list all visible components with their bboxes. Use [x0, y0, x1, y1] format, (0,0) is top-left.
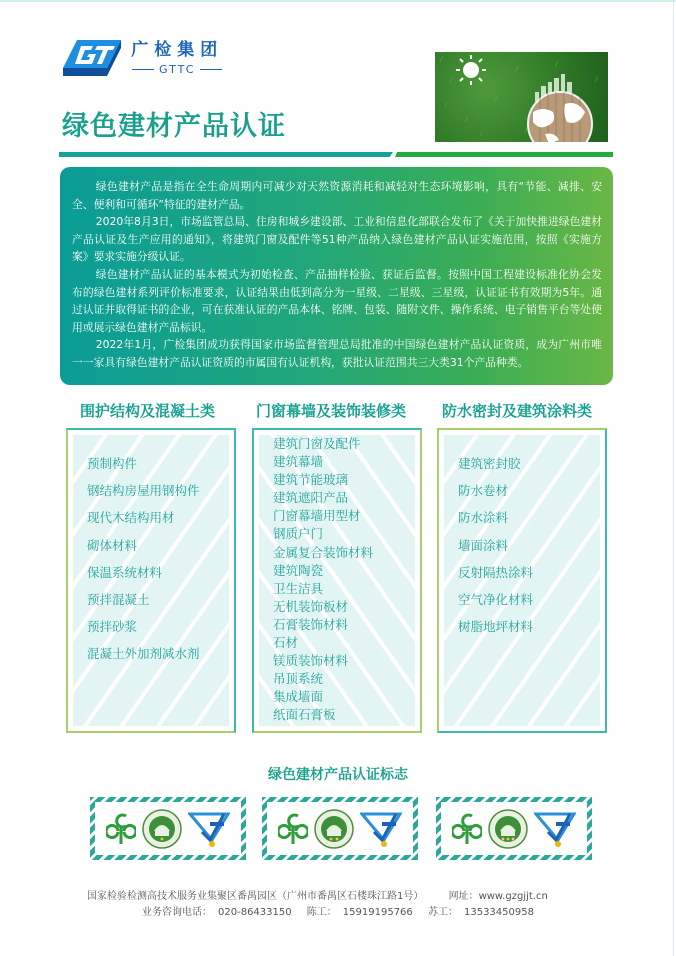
list-item: 建筑节能玻璃 — [273, 472, 349, 488]
category-box-inner — [444, 435, 600, 726]
list-item: 建筑门窗及配件 — [273, 436, 361, 451]
intro-paragraph: 2020年8月3日，市场监管总局、住房和城乡建设部、工业和信息化部联合发布了《关于加快推进绿色建材产品认证及生产应用的通知》，将建筑门窗及配件等51种产品纳入绿色建材产品认证实施范围，按照《实施方案》要求实施分级认证。 — [72, 215, 602, 264]
list-item: 建筑陶瓷 — [273, 562, 324, 578]
list-item: 防水涂料 — [458, 510, 509, 526]
list-item: 门窗幕墙用型材 — [273, 508, 361, 524]
list-item: 建筑幕墙 — [273, 454, 324, 470]
list-item: 反射隔热涂料 — [458, 564, 534, 580]
footer-contact2-group — [425, 907, 537, 918]
footer-phone: 020-86433150 — [218, 907, 292, 918]
list-item: 预拌砂浆 — [87, 619, 138, 635]
list-item: 现代木结构用材 — [87, 510, 175, 526]
certification-marks-title: 绿色建材产品认证标志 — [268, 767, 408, 783]
footer-contact1: 15919195766 — [342, 907, 413, 918]
page-title: 绿色建材产品认证 — [62, 111, 286, 142]
list-item: 建筑遮阳产品 — [273, 490, 349, 506]
green-building-material-seal-icon — [488, 809, 528, 849]
category-title-envelope-concrete: 围护结构及混凝土类 — [80, 402, 216, 420]
list-item: 保温系统材料 — [87, 564, 163, 580]
logo-name-cn: 广检集团 — [131, 39, 224, 60]
gp-logo-icon — [452, 812, 482, 846]
category-box-envelope-concrete — [66, 428, 236, 733]
page-right-edge — [673, 0, 674, 956]
intro-paragraph: 2022年1月，广检集团成功获得国家市场监督管理总局批准的中国绿色建材产品认证资质，成为广州市唯一一家具有绿色建材产品认证资质的市属国有认证机构，获批认证范围共三大类31个产品种类。 — [72, 338, 602, 369]
hero-image — [435, 52, 608, 142]
list-item: 防水卷材 — [458, 483, 509, 499]
category-box-inner — [73, 435, 229, 726]
footer-contact2-label: 苏工： — [427, 907, 458, 918]
certification-badge-three-star — [436, 797, 592, 860]
gttc-cert-check-icon — [360, 810, 402, 848]
list-item: 石膏装饰材料 — [273, 616, 349, 632]
gttc-cert-check-icon — [534, 810, 576, 848]
list-item: 无机装饰板材 — [273, 598, 349, 614]
list-item: 吊顶系统 — [273, 671, 324, 687]
category-title-waterproof-coatings: 防水密封及建筑涂料类 — [442, 402, 593, 420]
title-divider-teal — [59, 152, 393, 157]
intro-paragraph: 绿色建材产品是指在全生命周期内可减少对天然资源消耗和减轻对生态环境影响，具有“节能、减排、安全、便利和可循环”特征的建材产品。 — [72, 180, 602, 211]
sun-icon — [456, 55, 486, 85]
green-building-material-seal-icon — [142, 809, 182, 849]
footer-address: 国家检验检测高技术服务业集聚区番禺园区（广州市番禺区石楼珠江路1号） — [87, 891, 424, 902]
company-logo — [63, 38, 227, 78]
eco-globe-illustration — [435, 52, 608, 142]
category-box-inner — [259, 435, 415, 726]
list-item: 镁质装饰材料 — [273, 653, 349, 669]
category-title-windows-decoration: 门窗幕墙及装饰装修类 — [256, 402, 407, 420]
list-item: 树脂地坪材料 — [458, 619, 534, 635]
list-item: 建筑密封胶 — [458, 456, 521, 471]
list-item: 钢质户门 — [273, 526, 324, 542]
list-item: 砌体材料 — [87, 537, 138, 553]
gp-logo-icon — [278, 812, 308, 846]
footer-contact2: 13533450958 — [463, 907, 534, 918]
list-item: 钢结构房屋用钢构件 — [87, 483, 200, 499]
list-item: 混凝土外加剂减水剂 — [87, 646, 200, 662]
footer-phone-label: 业务咨询电话： — [142, 907, 213, 918]
category-list — [458, 435, 600, 640]
logo-en-text: GTTC — [159, 62, 196, 76]
list-item: 纸面石膏板 — [273, 707, 336, 723]
footer-address-line — [87, 890, 548, 904]
list-item: 墙面涂料 — [458, 537, 509, 553]
logo-line-left — [132, 69, 154, 70]
list-item: 空气净化材料 — [458, 592, 534, 608]
footer-phone-group — [139, 907, 295, 918]
footer-contact1-group — [304, 907, 416, 918]
logo-line-right — [200, 69, 222, 70]
category-box-waterproof-coatings — [437, 428, 607, 733]
certification-badge-two-star — [262, 797, 418, 860]
gp-logo-icon — [106, 812, 136, 846]
page-top-edge — [0, 0, 676, 2]
certification-badge-one-star — [90, 797, 246, 860]
list-item: 卫生洁具 — [273, 580, 324, 596]
gttc-logo-icon — [63, 38, 121, 78]
title-divider-green — [395, 152, 613, 157]
category-list — [273, 435, 415, 725]
green-building-material-seal-icon — [314, 809, 354, 849]
category-box-windows-decoration — [252, 428, 422, 733]
list-item: 石材 — [273, 635, 299, 651]
list-item: 预制构件 — [87, 456, 138, 471]
footer-website-link[interactable]: www.gzgjjt.cn — [478, 891, 548, 902]
category-list — [87, 435, 229, 668]
logo-name-en — [127, 63, 227, 77]
intro-panel — [60, 167, 613, 385]
gttc-cert-check-icon — [188, 810, 230, 848]
footer-contact1-label: 陈工： — [306, 907, 337, 918]
list-item: 集成墙面 — [273, 689, 324, 705]
list-item: 金属复合装饰材料 — [273, 544, 374, 560]
intro-paragraph: 绿色建材产品认证的基本模式为初始检查、产品抽样检验、获证后监督。按照中国工程建设标准化协会发布的绿色建材系列评价标准要求，认证结果由低到高分为一星级、二星级、三星级，认证证书有效期为5年。通过认证并取得证书的企业，可在获准认证的产品本体、铭牌、包装、随附文件、操作系统、电子销售平台等处使用或展示绿色建材产品标识。 — [72, 267, 602, 334]
footer-contact-line — [0, 906, 676, 920]
footer-website-label: 网址： — [448, 891, 479, 902]
list-item: 预拌混凝土 — [87, 592, 150, 608]
